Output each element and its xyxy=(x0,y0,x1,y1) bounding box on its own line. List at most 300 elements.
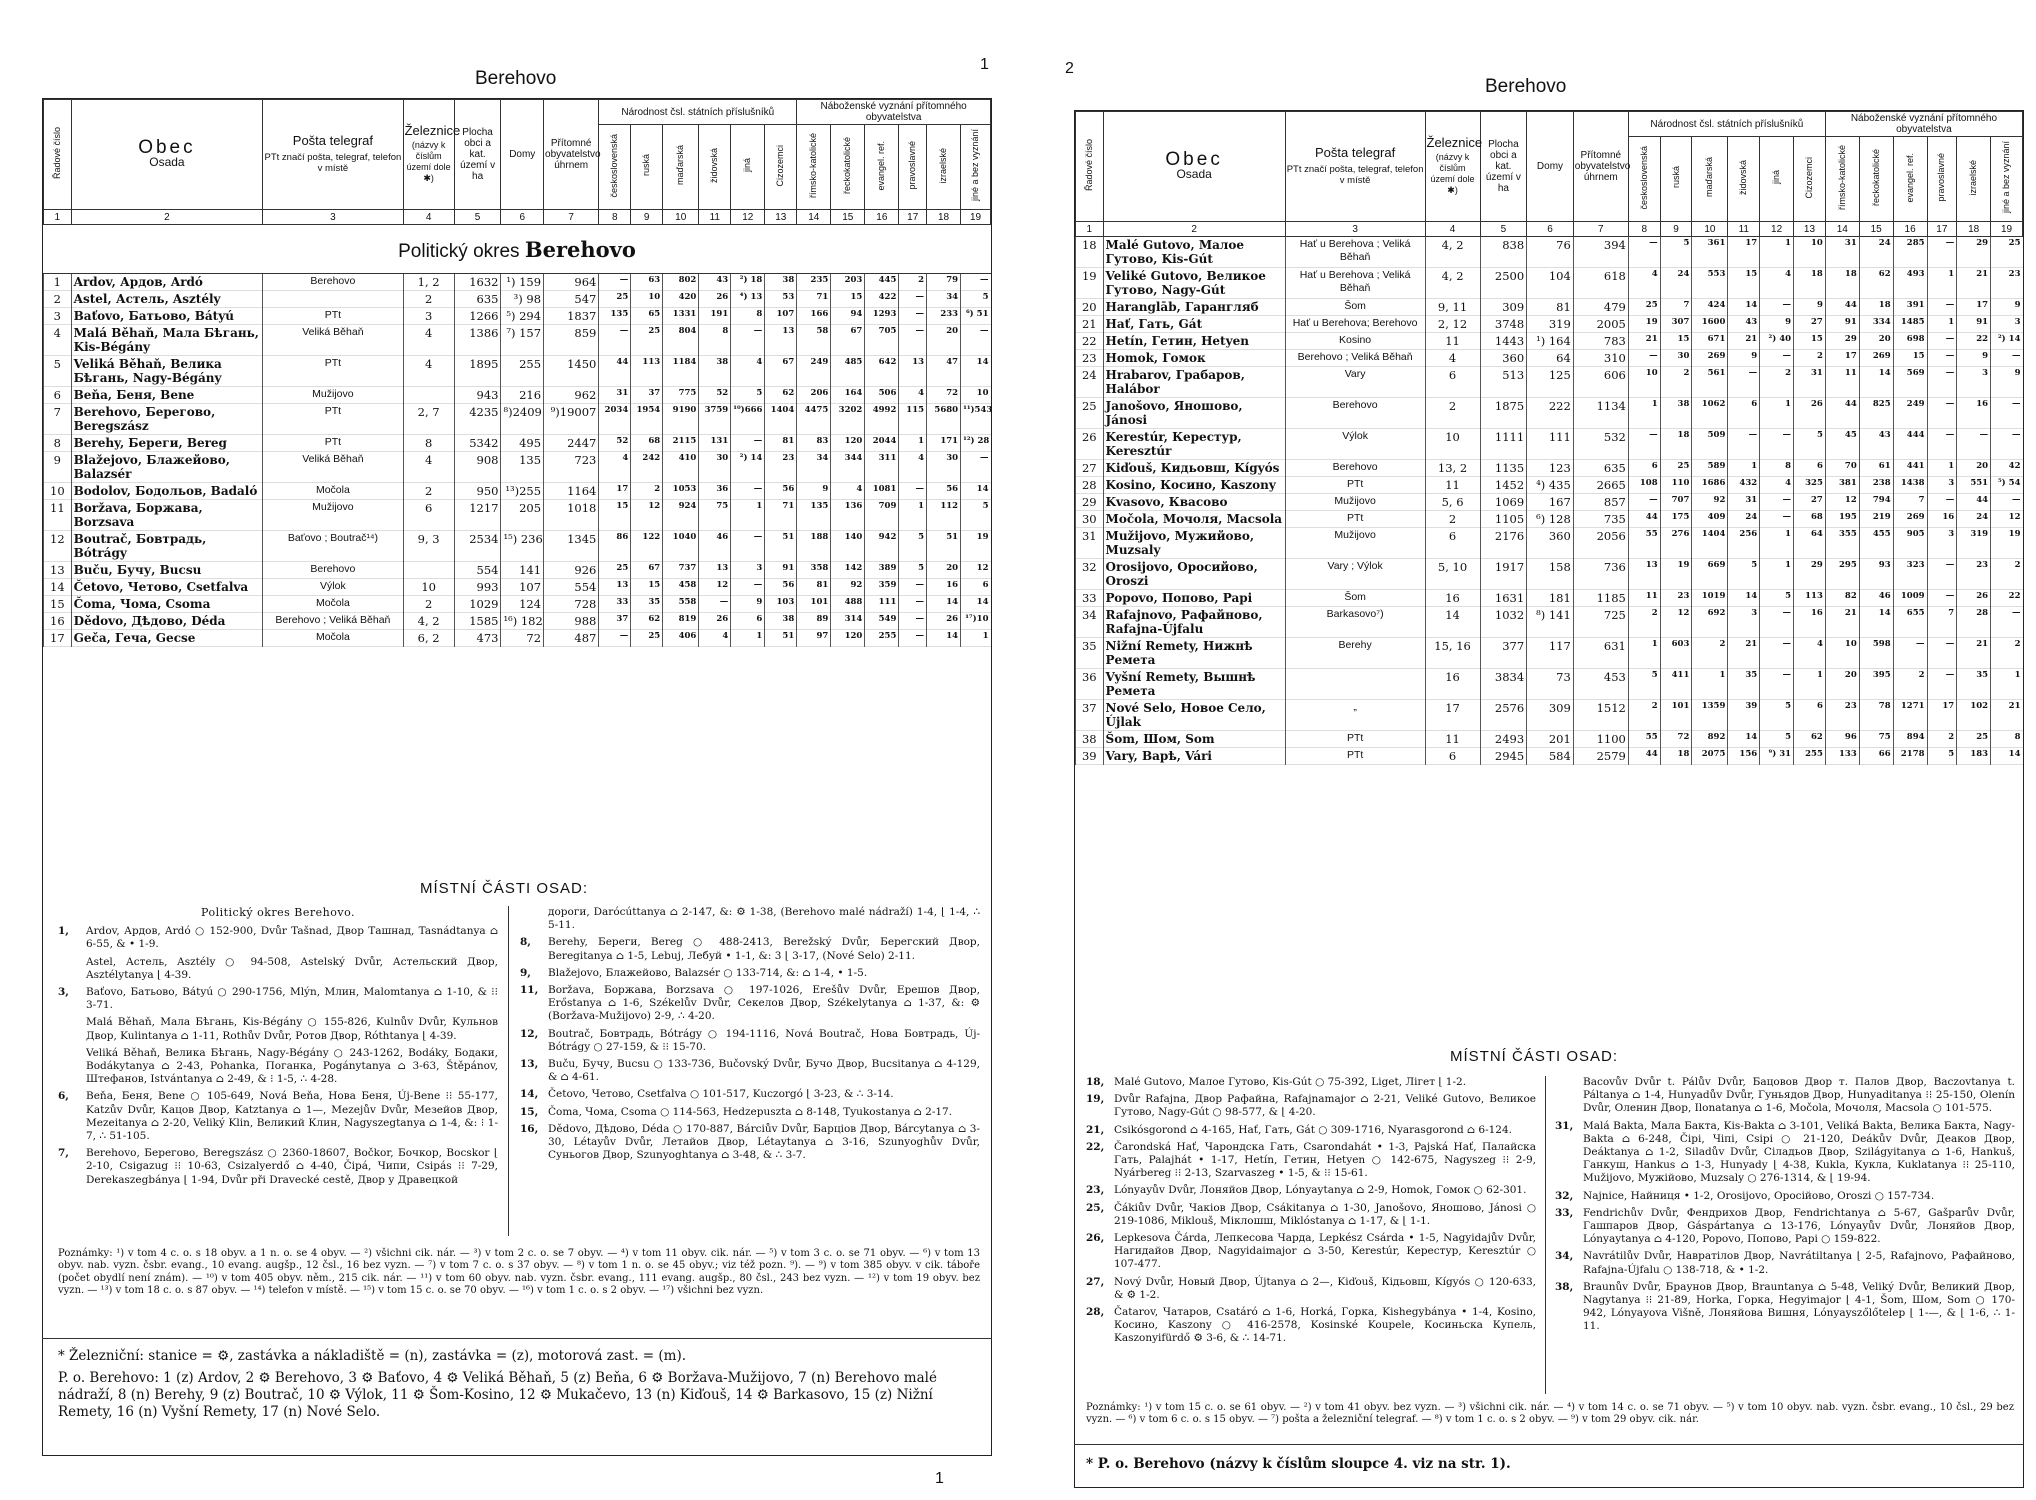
column-number: 14 xyxy=(797,210,831,225)
cell-zi: 6 xyxy=(1728,398,1760,429)
table-row xyxy=(44,404,991,435)
cell-cizi: 12 xyxy=(1825,494,1859,511)
cell-ji: 5 xyxy=(1760,590,1794,607)
cell-ci: 107 xyxy=(765,308,797,325)
cell-ev: 422 xyxy=(865,291,899,308)
cell-iz: 171 xyxy=(927,435,961,452)
cell-ci: 18 xyxy=(1794,268,1826,299)
cell-rk: 78 xyxy=(1859,700,1893,731)
cell-cs: 1 xyxy=(1628,398,1660,429)
cell-rec: 164 xyxy=(831,387,865,404)
header-ma: maďarská xyxy=(663,125,699,210)
list-item xyxy=(1086,1306,1536,1346)
header-ji: jiná xyxy=(731,125,765,210)
cell-rec: 905 xyxy=(1893,528,1927,559)
cell-ji: — xyxy=(1760,429,1794,460)
cell-ma: 406 xyxy=(663,630,699,647)
header-pr: pravoslavné xyxy=(899,125,927,210)
list-item xyxy=(520,967,980,980)
column-number: 3 xyxy=(263,210,403,225)
cell-ci: 255 xyxy=(1794,748,1826,765)
cell-name: Berehovo, Берегово, Beregszász xyxy=(71,404,263,435)
table-row xyxy=(44,483,991,500)
cell-ci: 38 xyxy=(765,274,797,291)
cell-n: 23 xyxy=(1076,350,1104,367)
cell-domy: ¹⁵) 236 xyxy=(501,531,544,562)
cell-ru: 2 xyxy=(1660,367,1692,398)
header-plocha: Plocha obci a kat. území v ha xyxy=(454,100,501,210)
right-page-title: Berehovo xyxy=(1485,76,1567,97)
cell-ru: 2 xyxy=(631,483,663,500)
column-number: 10 xyxy=(1692,222,1728,237)
cell-n: 37 xyxy=(1076,700,1104,731)
cell-zel: 16 xyxy=(1425,669,1480,700)
cell-cs: 4 xyxy=(599,452,631,483)
cell-pr: 4 xyxy=(899,452,927,483)
list-item xyxy=(58,925,498,951)
cell-name: Ardov, Ардов, Ardó xyxy=(71,274,263,291)
cell-ru: 63 xyxy=(631,274,663,291)
entry-text: Četovo, Четово, Csetfalva ○ 101-517, Kuczorgó ⌊ 3-23, & ∴ 3-14. xyxy=(548,1088,894,1101)
header-radove-cislo: Řadové číslo xyxy=(1076,112,1104,222)
cell-n: 21 xyxy=(1076,316,1104,333)
cell-name: Kiďouš, Кидьовш, Kígyós xyxy=(1103,460,1285,477)
cell-ev: 942 xyxy=(865,531,899,562)
cell-plocha: 1895 xyxy=(454,356,501,387)
cell-zi: — xyxy=(699,596,731,613)
table-row xyxy=(1076,528,2023,559)
cell-pr: 23 xyxy=(1957,559,1991,590)
cell-ci: 5 xyxy=(1794,429,1826,460)
cell-ma: 1062 xyxy=(1692,398,1728,429)
cell-iz: 2 xyxy=(1991,638,2023,669)
cell-iz: 72 xyxy=(927,387,961,404)
cell-zel: 15, 16 xyxy=(1425,638,1480,669)
cell-pr: 26 xyxy=(1957,590,1991,607)
table-row xyxy=(1076,590,2023,607)
cell-pritomno: 2005 xyxy=(1573,316,1628,333)
cell-post: Berehovo xyxy=(263,274,403,291)
cell-n: 15 xyxy=(44,596,72,613)
cell-ci: 26 xyxy=(1794,398,1826,429)
column-number: 14 xyxy=(1825,222,1859,237)
cell-pritomno: 1164 xyxy=(544,483,599,500)
cell-post: PTt xyxy=(263,404,403,435)
cell-ev: — xyxy=(1927,559,1957,590)
entry-number xyxy=(520,906,548,932)
cell-pritomno: 487 xyxy=(544,630,599,647)
cell-n: 3 xyxy=(44,308,72,325)
header-obec-osada: Obec Osada xyxy=(1103,112,1285,222)
cell-ev: — xyxy=(1927,350,1957,367)
header-ru: ruská xyxy=(631,125,663,210)
header-cs: československá xyxy=(1628,137,1660,222)
cell-ma: 671 xyxy=(1692,333,1728,350)
cell-ev: 1 xyxy=(1927,268,1957,299)
cell-n: 17 xyxy=(44,630,72,647)
column-number: 7 xyxy=(1573,222,1628,237)
entry-text: Malá Běhaň, Мала Бѣгань, Kis-Bégány ○ 155-826, Kulnův Dvůr, Кульнов Двор, Kulintanya ⌂ 1-11, Rothův Dvůr, Ротов Двор, Róthtanya ⌊ 4-39. xyxy=(86,1016,498,1042)
cell-ev: — xyxy=(1927,590,1957,607)
cell-pritomno: 1512 xyxy=(1573,700,1628,731)
left-mistni-title: MÍSTNÍ ČÁSTI OSAD: xyxy=(420,880,589,897)
cell-ci: 71 xyxy=(765,500,797,531)
cell-ji: 1 xyxy=(1760,528,1794,559)
cell-cs: 5 xyxy=(1628,669,1660,700)
cell-iz: 30 xyxy=(927,452,961,483)
column-number: 5 xyxy=(1480,222,1527,237)
header-narodnost: Národnost čsl. státních příslušníků xyxy=(1628,112,1825,137)
cell-rec: 894 xyxy=(1893,731,1927,748)
table-row xyxy=(44,435,991,452)
cell-cs: 1 xyxy=(1628,638,1660,669)
entry-number: 25, xyxy=(1086,1201,1105,1214)
cell-pr: — xyxy=(1957,429,1991,460)
cell-n: 32 xyxy=(1076,559,1104,590)
table-row xyxy=(44,613,991,630)
cell-name: Veliké Gutovo, Великое Гутово, Nagy-Gút xyxy=(1103,268,1285,299)
entry-number: 33, xyxy=(1555,1206,1574,1219)
cell-pritomno: 606 xyxy=(1573,367,1628,398)
cell-zel: 5, 10 xyxy=(1425,559,1480,590)
cell-jine: 19 xyxy=(961,531,991,562)
cell-zel xyxy=(403,562,454,579)
cell-ji: — xyxy=(731,435,765,452)
cell-zi: 21 xyxy=(1728,638,1760,669)
cell-pr: 16 xyxy=(1957,398,1991,429)
cell-cizi: 355 xyxy=(1825,528,1859,559)
cell-cs: 2 xyxy=(1628,700,1660,731)
entry-number: 12, xyxy=(520,1027,539,1040)
cell-ev: — xyxy=(1927,398,1957,429)
cell-zi: 8 xyxy=(699,325,731,356)
cell-ru: 25 xyxy=(631,325,663,356)
cell-plocha: 2534 xyxy=(454,531,501,562)
entry-text: Boutrač, Бовтрадь, Bótrágy ○ 194-1116, Nová Boutrač, Нова Бовтрадь, Új-Bótrágy ○ 27-159, & ⁝⁝ 15-70. xyxy=(548,1027,980,1053)
cell-name: Hrabarov, Грабаров, Halábor xyxy=(1103,367,1285,398)
cell-pritomno: 618 xyxy=(1573,268,1628,299)
cell-plocha: 635 xyxy=(454,291,501,308)
cell-cs: 19 xyxy=(1628,316,1660,333)
cell-ru: 242 xyxy=(631,452,663,483)
cell-iz: 42 xyxy=(1991,460,2023,477)
cell-ma: 737 xyxy=(663,562,699,579)
cell-plocha: 2493 xyxy=(1480,731,1527,748)
cell-ma: 458 xyxy=(663,579,699,596)
cell-plocha: 993 xyxy=(454,579,501,596)
cell-zi: 1 xyxy=(1728,460,1760,477)
table-row xyxy=(1076,367,2023,398)
header-iz: izraelské xyxy=(927,125,961,210)
cell-zel: 6 xyxy=(403,500,454,531)
cell-rk: 135 xyxy=(797,500,831,531)
table-row xyxy=(44,274,991,291)
list-item xyxy=(1086,1184,1536,1197)
header-jine: jiné a bez vyznání xyxy=(1991,137,2023,222)
cell-ci: 91 xyxy=(765,562,797,579)
cell-rec: 444 xyxy=(1893,429,1927,460)
cell-iz: 14 xyxy=(927,630,961,647)
list-item xyxy=(520,1088,980,1101)
table-row xyxy=(1076,607,2023,638)
cell-post: PTt xyxy=(263,435,403,452)
cell-pritomno: 725 xyxy=(1573,607,1628,638)
cell-ci: 62 xyxy=(765,387,797,404)
cell-rec: 698 xyxy=(1893,333,1927,350)
list-item xyxy=(58,1016,498,1042)
cell-ma: 1331 xyxy=(663,308,699,325)
cell-n: 7 xyxy=(44,404,72,435)
list-item xyxy=(1555,1076,2015,1116)
entry-text: Malé Gutovo, Малое Гутово, Kis-Gút ○ 75-392, Liget, Лігет ⌊ 1-2. xyxy=(1114,1076,1467,1088)
entry-number xyxy=(58,956,86,982)
entry-text: Buču, Бучу, Bucsu ○ 133-736, Bučovský Dvůr, Бучо Двор, Bucsitanya ⌂ 4-129, & ⌂ 4-61. xyxy=(548,1058,980,1084)
table-row xyxy=(1076,638,2023,669)
cell-rk: 238 xyxy=(1859,477,1893,494)
entry-number xyxy=(58,1047,86,1087)
right-page xyxy=(1040,0,2036,1500)
cell-ru: 707 xyxy=(1660,494,1692,511)
cell-name: Veliká Běhaň, Велика Бѣгань, Nagy-Bégány xyxy=(71,356,263,387)
entry-number: 7, xyxy=(58,1147,69,1160)
cell-ev: 16 xyxy=(1927,511,1957,528)
cell-rec: — xyxy=(1893,638,1927,669)
cell-iz: 20 xyxy=(927,325,961,356)
cell-pr: — xyxy=(899,291,927,308)
header-jine: jiné a bez vyznání xyxy=(961,125,991,210)
cell-ru: 276 xyxy=(1660,528,1692,559)
cell-rk: 89 xyxy=(797,613,831,630)
cell-iz: 2 xyxy=(1991,559,2023,590)
entry-text: Čarondská Hať, Чарондска Гать, Csarondahát • 1-3, Pajská Hať, Палайска Гать, Palajhát • 1-17, Hetín, Гетин, Hetyen ○ 142-675, Nagyszeg ⁝⁝ 2-9, Nyárbereg ⁝⁝ 2-13, Szarvaszeg • 1-5, & ⁝⁝ 15-61. xyxy=(1114,1140,1536,1180)
cell-domy: 495 xyxy=(501,435,544,452)
cell-pritomno: 723 xyxy=(544,452,599,483)
cell-ci: 16 xyxy=(1794,607,1826,638)
cell-domy: 181 xyxy=(1527,590,1574,607)
cell-zel: 2, 7 xyxy=(403,404,454,435)
table-row xyxy=(1076,299,2023,316)
table-row xyxy=(44,452,991,483)
cell-zel: 3 xyxy=(403,308,454,325)
list-item xyxy=(520,936,980,962)
entry-text: Blažejovo, Блажейово, Balazsér ○ 133-714, &: ⌂ 1-4, • 1-5. xyxy=(548,966,868,979)
entry-number: 1, xyxy=(58,925,69,938)
cell-domy: 107 xyxy=(501,579,544,596)
column-number: 13 xyxy=(765,210,797,225)
column-number: 8 xyxy=(1628,222,1660,237)
cell-ev: 549 xyxy=(865,613,899,630)
cell-pr: 5 xyxy=(899,531,927,562)
entry-number: 16, xyxy=(520,1122,539,1135)
cell-post: Vary ; Výlok xyxy=(1285,559,1425,590)
cell-jine: 5 xyxy=(961,291,991,308)
cell-ev: 642 xyxy=(865,356,899,387)
cell-name: Astel, Астель, Asztély xyxy=(71,291,263,308)
cell-ev: 1 xyxy=(1927,460,1957,477)
cell-domy: ⁸) 141 xyxy=(1527,607,1574,638)
cell-plocha: 1875 xyxy=(1480,398,1527,429)
cell-ru: 5 xyxy=(1660,237,1692,268)
cell-cizi: 17 xyxy=(1825,350,1859,367)
cell-ma: 509 xyxy=(1692,429,1728,460)
cell-plocha: 4235 xyxy=(454,404,501,435)
cell-jine: ⁶) 51 xyxy=(961,308,991,325)
cell-cs: 44 xyxy=(1628,748,1660,765)
cell-ru: 411 xyxy=(1660,669,1692,700)
cell-name: Berehy, Береги, Bereg xyxy=(71,435,263,452)
cell-jine: 6 xyxy=(961,579,991,596)
cell-ji: 5 xyxy=(731,387,765,404)
cell-ma: 669 xyxy=(1692,559,1728,590)
column-number: 16 xyxy=(865,210,899,225)
header-nabozenske: Náboženské vyznání přítomného obyvatelstva xyxy=(797,100,991,125)
cell-cizi: 18 xyxy=(1825,268,1859,299)
cell-cizi: 20 xyxy=(1825,669,1859,700)
cell-name: Vyšní Remety, Вышнѣ Ремета xyxy=(1103,669,1285,700)
cell-cs: 44 xyxy=(599,356,631,387)
cell-post: Šom xyxy=(1285,299,1425,316)
cell-pritomno: 736 xyxy=(1573,559,1628,590)
list-item xyxy=(1555,1190,2015,1203)
cell-name: Mužijovo, Мужийово, Muzsaly xyxy=(1103,528,1285,559)
cell-cs: 4 xyxy=(1628,268,1660,299)
cell-rk: 75 xyxy=(1859,731,1893,748)
cell-post: Výlok xyxy=(1285,429,1425,460)
cell-pritomno: 728 xyxy=(544,596,599,613)
cell-post: Kosino xyxy=(1285,333,1425,350)
cell-post: Hať u Berehova; Berehovo xyxy=(1285,316,1425,333)
cell-domy: 205 xyxy=(501,500,544,531)
entry-text: Beňa, Беня, Bene ○ 105-649, Nová Beňa, Нова Беня, Új-Bene ⁝⁝ 55-177, Katzův Dvůr, Кацов Двор, Katztanya ⌂ 1—, Mezejův Dvůr, Мезейов Двор, Mezeitanya ⌂ 2-20, Veliký Klin, Великий Клин, Nagyszegtanya ⌂ 1-4, &: ⁝ 1-7, ∴ 51-105. xyxy=(86,1090,498,1143)
entry-number: 31, xyxy=(1555,1119,1574,1132)
cell-pritomno: 926 xyxy=(544,562,599,579)
cell-name: Malá Běhaň, Мала Бѣгань, Kis-Bégány xyxy=(71,325,263,356)
cell-cs: 13 xyxy=(599,579,631,596)
cell-cizi: 70 xyxy=(1825,460,1859,477)
cell-ev: 359 xyxy=(865,579,899,596)
cell-rk: 46 xyxy=(1859,590,1893,607)
cell-name: Baťovo, Батьово, Bátyú xyxy=(71,308,263,325)
header-pritomno: Přítomné obyvatelstvo úhrnem xyxy=(544,100,599,210)
column-number: 2 xyxy=(71,210,263,225)
cell-ji: 4 xyxy=(1760,268,1794,299)
cell-cs: 10 xyxy=(1628,367,1660,398)
cell-cs: — xyxy=(1628,350,1660,367)
cell-name: Dědovo, Дѣдово, Déda xyxy=(71,613,263,630)
cell-jine: ¹²) 28 xyxy=(961,435,991,452)
right-parts-col1 xyxy=(1086,1076,1536,1350)
cell-rec: 140 xyxy=(831,531,865,562)
cell-cs: 15 xyxy=(599,500,631,531)
cell-ma: 924 xyxy=(663,500,699,531)
cell-domy: ⁵) 294 xyxy=(501,308,544,325)
cell-ru: 25 xyxy=(1660,460,1692,477)
cell-ru: 110 xyxy=(1660,477,1692,494)
cell-plocha: 554 xyxy=(454,562,501,579)
cell-post: Berehovo xyxy=(263,562,403,579)
cell-pr: 28 xyxy=(1957,607,1991,638)
cell-cizi: 295 xyxy=(1825,559,1859,590)
cell-ru: 38 xyxy=(1660,398,1692,429)
table-row xyxy=(44,531,991,562)
cell-n: 33 xyxy=(1076,590,1104,607)
cell-iz: 9 xyxy=(1991,367,2023,398)
cell-pr: 21 xyxy=(1957,268,1991,299)
cell-domy: 360 xyxy=(1527,528,1574,559)
cell-zi: 9 xyxy=(1728,350,1760,367)
cell-ru: 175 xyxy=(1660,511,1692,528)
cell-rk: 93 xyxy=(1859,559,1893,590)
cell-ev: 111 xyxy=(865,596,899,613)
cell-plocha: 1266 xyxy=(454,308,501,325)
cell-pr: — xyxy=(899,596,927,613)
cell-zel: 17 xyxy=(1425,700,1480,731)
cell-ev: 445 xyxy=(865,274,899,291)
cell-domy: 141 xyxy=(501,562,544,579)
list-item xyxy=(520,1106,980,1119)
cell-cs: 33 xyxy=(599,596,631,613)
cell-ji: ⁴) 13 xyxy=(731,291,765,308)
cell-ci: 113 xyxy=(1794,590,1826,607)
cell-plocha: 3748 xyxy=(1480,316,1527,333)
list-item xyxy=(1555,1250,2015,1276)
cell-plocha: 513 xyxy=(1480,367,1527,398)
column-number: 9 xyxy=(1660,222,1692,237)
list-item xyxy=(520,1058,980,1084)
left-parts-col1 xyxy=(58,906,498,1191)
cell-cs: 44 xyxy=(1628,511,1660,528)
table-row xyxy=(1076,350,2023,367)
header-obec-osada: Obec Osada xyxy=(71,100,263,210)
cell-pr: 22 xyxy=(1957,333,1991,350)
entry-number: 34, xyxy=(1555,1250,1574,1263)
cell-cs: 2034 xyxy=(599,404,631,435)
cell-ma: 804 xyxy=(663,325,699,356)
cell-rk: 269 xyxy=(1859,350,1893,367)
cell-pr: 183 xyxy=(1957,748,1991,765)
cell-post: Berehovo xyxy=(1285,398,1425,429)
cell-pritomno: 2447 xyxy=(544,435,599,452)
entry-number: 3, xyxy=(58,986,69,999)
cell-rk: 4475 xyxy=(797,404,831,435)
cell-domy: 201 xyxy=(1527,731,1574,748)
entry-text: Dědovo, Дѣдово, Déda ○ 170-887, Bárciův Dvůr, Барціов Двор, Bárcytanya ⌂ 3-30, Létayův Dvůr, Летайов Двор, Létaytanya ⌂ 3-16, Szunyoghův Dvůr, Суньогов Двор, Szunyoghtanya ⌂ 3-48, & ∴ 3-7. xyxy=(548,1122,980,1162)
left-po-list: P. o. Berehovo: 1 (z) Ardov, 2 ⚙ Berehovo, 3 ⚙ Baťovo, 4 ⚙ Veliká Běhaň, 5 (z) Beňa, 6 ⚙ Boržava-Mužijovo, 7 (n) Berehovo malé nádraží, 8 (n) Berehy, 9 (z) Boutrač, 10 ⚙ Výlok, 11 ⚙ Šom-Kosino, 12 ⚙ Mukačevo, 13 (n) Kiďouš, 14 ⚙ Barkasovo, 15 (z) Nižní Remety, 16 (n) Vyšní Remety, 17 (n) Nové Selo. xyxy=(58,1370,937,1420)
cell-ji: 1 xyxy=(731,630,765,647)
cell-rk: 14 xyxy=(1859,607,1893,638)
cell-rec: 15 xyxy=(1893,350,1927,367)
cell-iz: ²) 14 xyxy=(1991,333,2023,350)
cell-post: Mužijovo xyxy=(1285,494,1425,511)
cell-ci: 51 xyxy=(765,630,797,647)
cell-ma: 9190 xyxy=(663,404,699,435)
column-number: 16 xyxy=(1893,222,1927,237)
table-row xyxy=(1076,748,2023,765)
cell-rk: 395 xyxy=(1859,669,1893,700)
cell-rec: 655 xyxy=(1893,607,1927,638)
cell-iz: 12 xyxy=(1991,511,2023,528)
cell-pr: 1 xyxy=(899,435,927,452)
cell-ci: 4 xyxy=(1794,638,1826,669)
cell-jine: — xyxy=(961,274,991,291)
cell-ru: 25 xyxy=(631,630,663,647)
cell-zel: 4 xyxy=(403,325,454,356)
cell-n: 39 xyxy=(1076,748,1104,765)
cell-ma: 424 xyxy=(1692,299,1728,316)
column-number: 18 xyxy=(927,210,961,225)
cell-pr: 20 xyxy=(1957,460,1991,477)
header-zi: židovská xyxy=(1728,137,1760,222)
